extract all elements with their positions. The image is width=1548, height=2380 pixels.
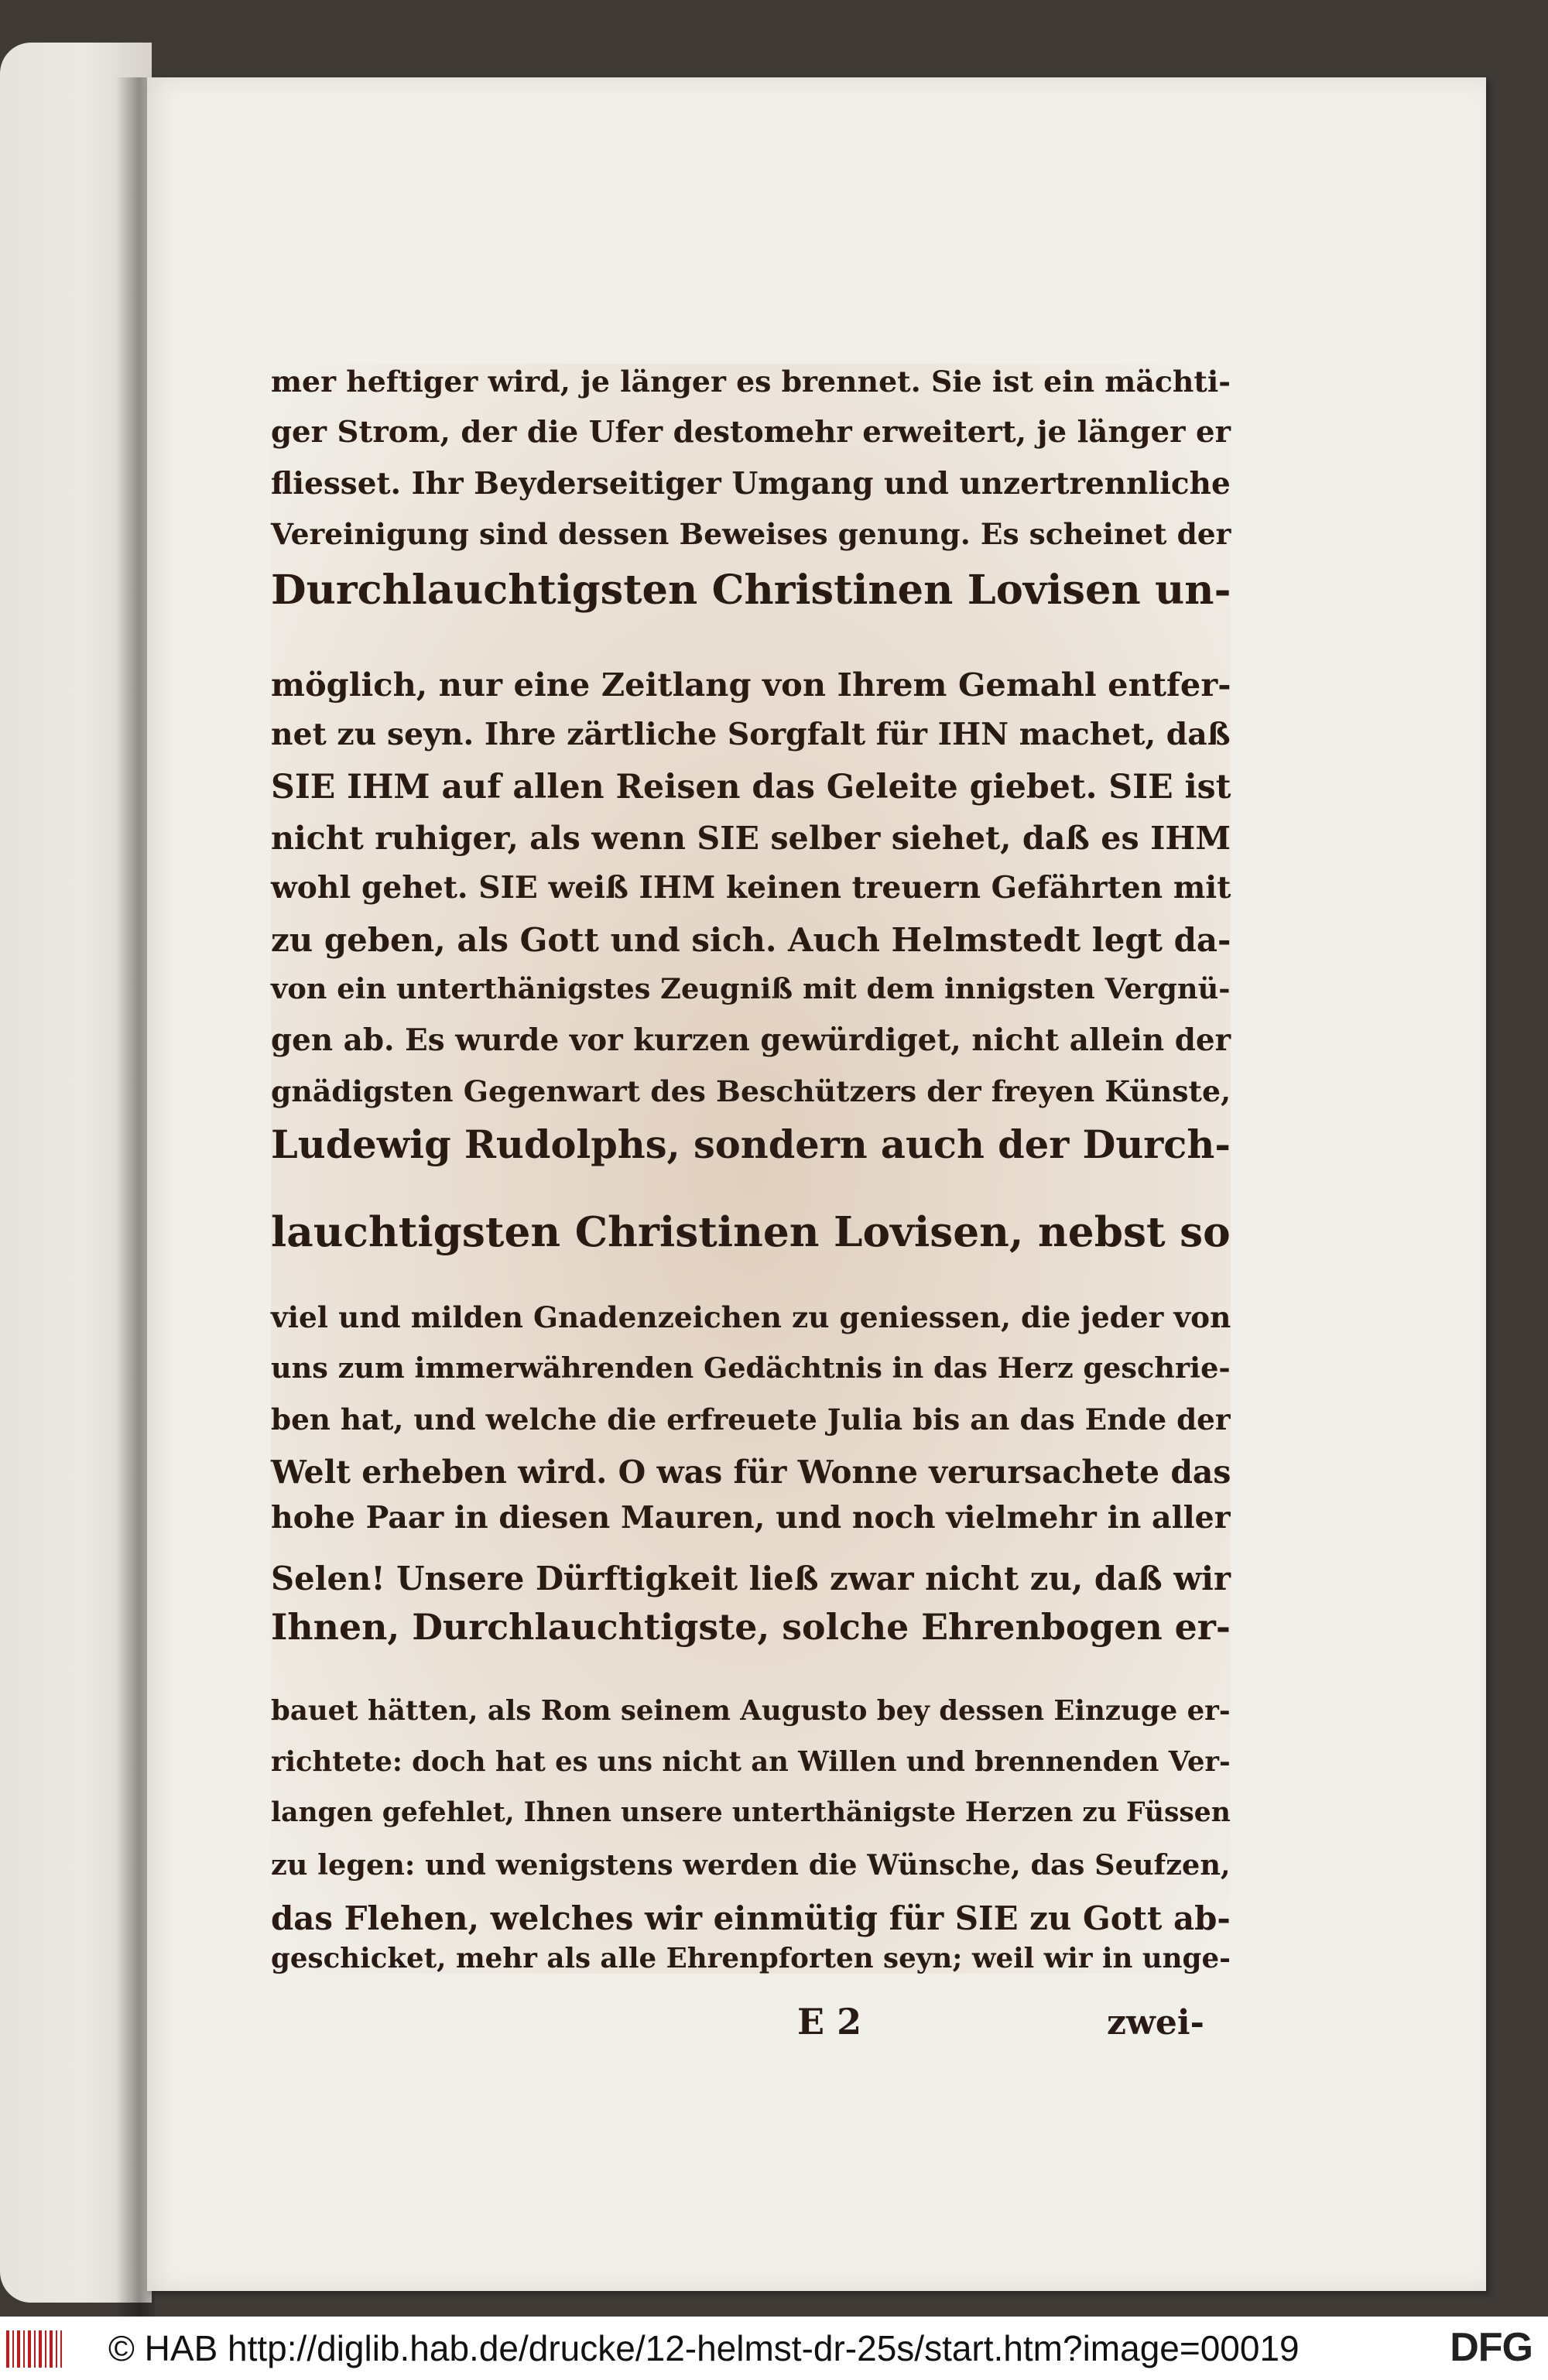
left-page-bleed-through bbox=[8, 414, 39, 1498]
text-line: net zu seyn. Ihre zärtliche Sorgfalt für IHN machet, daß bbox=[271, 717, 1231, 752]
text-line: langen gefehlet, Ihnen unsere unterthänigste Herzen zu Füssen bbox=[271, 1797, 1231, 1828]
text-line: ben hat, und welche die erfreuete Julia bis an das Ende der bbox=[271, 1402, 1231, 1437]
text-line: ger Strom, der die Ufer destomehr erweitert, je länger er bbox=[271, 415, 1231, 450]
text-line-display: Ihnen, Durchlauchtigste, solche Ehrenbogen er- bbox=[271, 1606, 1231, 1648]
catchword: zwei- bbox=[1107, 2003, 1204, 2043]
text-line: fliesset. Ihr Beyderseitiger Umgang und unzertrennliche bbox=[271, 466, 1231, 502]
barcode-icon bbox=[6, 2330, 62, 2368]
text-line: uns zum immerwährenden Gedächtnis in das Herz geschrie- bbox=[271, 1351, 1231, 1385]
text-line: richtete: doch hat es uns nicht an Willen und brennenden Ver- bbox=[271, 1746, 1231, 1778]
text-line: von ein unterthänigstes Zeugniß mit dem innigsten Vergnü- bbox=[271, 972, 1231, 1005]
text-line: gnädigsten Gegenwart des Beschützers der freyen Künste, bbox=[271, 1074, 1231, 1108]
footer-source-link[interactable]: © HAB http://diglib.hab.de/drucke/12-helmst-dr-25s/start.htm?image=00019 bbox=[108, 2328, 1300, 2368]
text-line: gen ab. Es wurde vor kurzen gewürdiget, nicht allein der bbox=[271, 1023, 1231, 1058]
text-line: SIE IHM auf allen Reisen das Geleite giebet. SIE ist bbox=[271, 768, 1231, 806]
text-line: hohe Paar in diesen Mauren, und noch vielmehr in aller bbox=[271, 1500, 1231, 1536]
text-line: zu geben, als Gott und sich. Auch Helmstedt legt da- bbox=[271, 921, 1231, 959]
text-line: bauet hätten, als Rom seinem Augusto bey dessen Einzuge er- bbox=[271, 1695, 1231, 1727]
text-line-display: Durchlauchtigsten Christinen Lovisen un- bbox=[271, 567, 1231, 614]
text-line: mer heftiger wird, je länger es brennet. Sie ist ein mächti- bbox=[271, 364, 1231, 399]
signature-mark: E 2 bbox=[797, 2001, 862, 2043]
footer-bar bbox=[0, 2317, 1548, 2380]
text-line: geschicket, mehr als alle Ehrenpforten seyn; weil wir in unge- bbox=[271, 1943, 1231, 1974]
text-line: Vereinigung sind dessen Beweises genung. Es scheinet der bbox=[271, 517, 1231, 551]
text-line: Welt erheben wird. O was für Wonne verursachete das bbox=[271, 1454, 1231, 1491]
text-line: Selen! Unsere Dürftigkeit ließ zwar nicht zu, daß wir bbox=[271, 1560, 1231, 1598]
text-line: das Flehen, welches wir einmütig für SIE zu Gott ab- bbox=[271, 1899, 1231, 1937]
text-line-display: lauchtigsten Christinen Lovisen, nebst so bbox=[271, 1207, 1231, 1256]
text-line: wohl gehet. SIE weiß IHM keinen treuern Gefährten mit bbox=[271, 870, 1231, 906]
dfg-logo: DFG bbox=[1450, 2325, 1533, 2370]
text-block bbox=[271, 364, 1231, 1974]
text-line-display: Ludewig Rudolphs, sondern auch der Durch- bbox=[271, 1122, 1231, 1167]
text-line: möglich, nur eine Zeitlang von Ihrem Gemahl entfer- bbox=[271, 666, 1231, 704]
text-line: nicht ruhiger, als wenn SIE selber siehet, daß es IHM bbox=[271, 819, 1231, 857]
text-line: viel und milden Gnadenzeichen zu geniessen, die jeder von bbox=[271, 1300, 1231, 1334]
text-line: zu legen: und wenigstens werden die Wünsche, das Seufzen, bbox=[271, 1848, 1231, 1882]
